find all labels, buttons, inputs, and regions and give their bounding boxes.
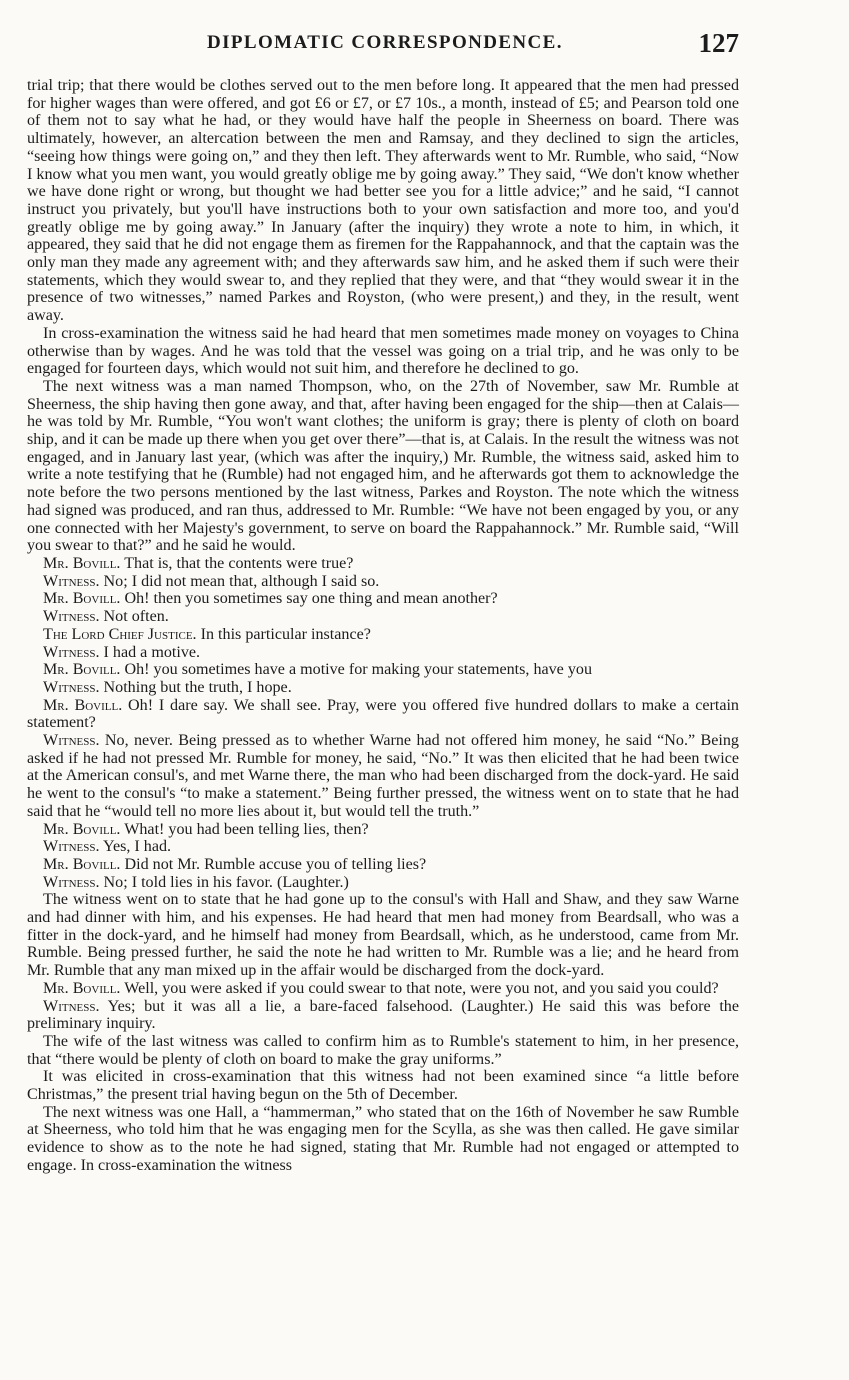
- dialogue-line: Witness. No; I did not mean that, although I said so.: [43, 572, 380, 590]
- dialogue-line: Witness. No; I told lies in his favor. (Laughter.): [43, 873, 349, 891]
- speaker: Witness.: [43, 678, 100, 696]
- page-number: 127: [698, 28, 739, 58]
- dialogue-line: Mr. Bovill. Oh! you sometimes have a motive for making your statements, have you: [43, 661, 592, 679]
- paragraph: The witness went on to state that he had gone up to the consul's with Hall and Shaw, and they saw Warne and had dinner with him, and his expenses. He had heard that men had money from Beardsall, who was a fitter in the dock-yard, and he himself had money from Beardsall, which, as he understood, came from Mr. Rumble. Being pressed further, he said the note he had written to Mr. Rumble was a lie; and he heard from Mr. Rumble that any man mixed up in the affair would be discharged from the dock-yard.: [27, 891, 739, 980]
- speaker: Witness.: [43, 608, 100, 626]
- speaker: The Lord Chief Justice.: [43, 625, 197, 643]
- speaker: Mr. Bovill.: [43, 855, 121, 873]
- dialogue-line: Mr. Bovill. That is, that the contents were true?: [43, 554, 354, 572]
- speaker: Mr. Bovill.: [43, 696, 123, 714]
- dialogue-line: Mr. Bovill. Did not Mr. Rumble accuse you of telling lies?: [43, 855, 427, 873]
- speaker: Witness.: [43, 732, 100, 750]
- dialogue-line: The Lord Chief Justice. In this particular instance?: [43, 625, 371, 643]
- dialogue-line: Witness. Yes; but it was all a lie, a bare-faced falsehood. (Laughter.) He said this was before the preliminary inquiry.: [27, 997, 739, 1033]
- speaker: Mr. Bovill.: [43, 590, 121, 608]
- paragraph: In cross-examination the witness said he had heard that men sometimes made money on voyages to China otherwise than by wages. And he was told that the vessel was going on a trial trip, and he was only to be engaged for fourteen days, which would not suit him, and therefore he declined to go.: [27, 324, 739, 378]
- paragraph: The next witness was a man named Thompson, who, on the 27th of November, saw Mr. Rumble at Sheerness, the ship having then gone away, and that, after having been engaged for the ship—then at Calais—he was told by Mr. Rumble, “You won't want clothes; the uniform is gray; there is plenty of cloth on board ship, and it can be made up there when you get over there”—that is, at Calais. In the result the witness was not engaged, and in January last year, (which was after the inquiry,) Mr. Rumble, the witness said, asked him to write a note testifying that he (Rumble) had not engaged him, and he afterwards got them to acknowledge the note before the two persons mentioned by the last witness, Parkes and Royston. The note which the witness had signed was produced, and ran thus, addressed to Mr. Rumble: “We have not been engaged by you, or any one connected with her Majesty's government, to serve on board the Rappahannock.” Mr. Rumble said, “Will you swear to that?” and he said he would.: [27, 377, 739, 555]
- paragraph: It was elicited in cross-examination that this witness had not been examined since “a little before Christmas,” the present trial having begun on the 5th of December.: [27, 1068, 739, 1104]
- speaker: Witness.: [43, 643, 100, 661]
- dialogue-line: Witness. Nothing but the truth, I hope.: [43, 678, 292, 696]
- speaker: Mr. Bovill.: [43, 661, 121, 679]
- speaker: Witness.: [43, 838, 100, 856]
- dialogue-line: Mr. Bovill. Oh! then you sometimes say one thing and mean another?: [43, 590, 498, 608]
- dialogue-line: Mr. Bovill. Oh! I dare say. We shall see. Pray, were you offered five hundred dollars to make a certain statement?: [27, 696, 739, 732]
- speaker: Witness.: [43, 997, 100, 1015]
- dialogue-line: Mr. Bovill. What! you had been telling lies, then?: [43, 820, 369, 838]
- speaker: Witness.: [43, 572, 100, 590]
- running-title: DIPLOMATIC CORRESPONDENCE.: [207, 32, 563, 53]
- paragraph: The wife of the last witness was called to confirm him as to Rumble's statement to him, in her presence, that “there would be plenty of cloth on board to make the gray uniforms.”: [27, 1032, 739, 1068]
- speaker: Mr. Bovill.: [43, 554, 121, 572]
- paragraph: The next witness was one Hall, a “hammerman,” who stated that on the 16th of November he saw Rumble at Sheerness, who told him that he was engaging men for the Scylla, as she was then called. He gave similar evidence to show as to the note he had signed, stating that Mr. Rumble had not engaged or attempted to engage. In cross-examination the witness: [27, 1103, 739, 1174]
- dialogue-line: Witness. I had a motive.: [43, 643, 201, 661]
- dialogue-line: Witness. Yes, I had.: [43, 838, 172, 856]
- page-header: [27, 28, 739, 58]
- speaker: Mr. Bovill.: [43, 979, 121, 997]
- dialogue-line: Mr. Bovill. Well, you were asked if you could swear to that note, were you not, and you said you could?: [43, 979, 719, 997]
- paragraph: trial trip; that there would be clothes served out to the men before long. It appeared that the men had pressed for higher wages than were offered, and got £6 or £7, or £7 10s., a month, instead of £5; and Pearson told one of them not to say what he had, or they would have half the people in Sheerness on board. There was ultimately, however, an altercation between the men and Ramsay, and they declined to sign the articles, “seeing how things were going on,” and they then left. They afterwards went to Mr. Rumble, who said, “Now I know what you men want, you would greatly oblige me by going away.” They said, “We don't know whether we have done right or wrong, but thought we had better see you for a little advice;” and he said, “I cannot instruct you privately, but you'll have instructions both to your own satisfaction and more too, and you'd greatly oblige me by going away.” In January (after the inquiry) they wrote a note to him, in which, it appeared, they said that he did not engage them as firemen for the Rappahannock, and that the captain was the only man they made any agreement with; and they afterwards saw him, and he asked them if such were their statements, which they would swear to, and they replied that they were, and that “they would swear it in the presence of two witnesses,” named Parkes and Royston, (who were present,) and they, in the result, went away.: [27, 77, 739, 325]
- dialogue-line: Witness. Not often.: [43, 608, 169, 626]
- body-text: [27, 77, 739, 1175]
- speaker: Witness.: [43, 873, 100, 891]
- dialogue-line: Witness. No, never. Being pressed as to whether Warne had not offered him money, he said “No.” Being asked if he had not pressed Mr. Rumble for money, he said, “No.” It was then elicited that he had been twice at the American consul's, and met Warne there, the man who had been discharged from the dock-yard. He said he went to the consul's “to make a statement.” Being further pressed, the witness went on to state that he had said that he “would tell no more lies about it, but would tell the truth.”: [27, 732, 739, 820]
- speaker: Mr. Bovill.: [43, 820, 121, 838]
